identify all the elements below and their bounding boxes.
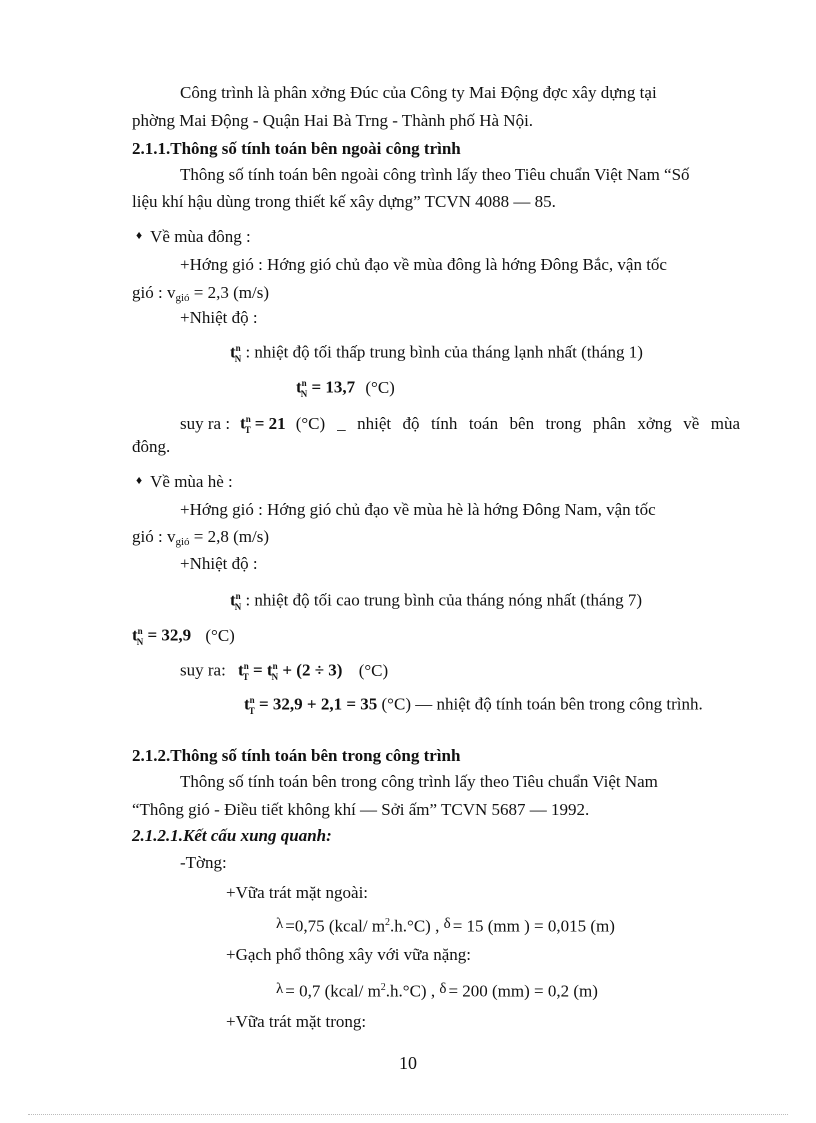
layer1-title: +Vữa trát mặt ngoài: [226, 883, 369, 902]
p212-line-2: “Thông gió - Điều tiết không khí — Sởi ấm” TCVN 5687 — 1992. [132, 800, 590, 819]
heading-2-1-2: 2.1.2.Thông số tính toán bên trong công trình [132, 746, 461, 765]
winter-wind-line-2 [132, 282, 269, 306]
wall-label: -Tờng: [180, 853, 227, 872]
winter-t-value-line [296, 372, 395, 405]
p212-line-1: Thông số tính toán bên trong công trình lấy theo Tiêu chuẩn Việt Nam [180, 772, 658, 791]
temp-symbol [230, 585, 241, 618]
t: t [230, 342, 236, 362]
p211-line-2: liệu khí hậu dùng trong thiết kế xây dựng” TCVN 4088 — 85. [132, 192, 556, 211]
text: Về mùa hè : [150, 472, 233, 491]
sup: n [301, 378, 307, 388]
text: = 15 (mm ) = 0,015 (m) [452, 916, 615, 936]
t: t [230, 590, 236, 610]
sup: n [137, 626, 143, 636]
text: : nhiệt độ tối thấp trung bình của tháng lạnh nhất (tháng 1) [245, 342, 643, 362]
sub: N [300, 389, 308, 400]
sup: n [249, 695, 255, 705]
temp-symbol [132, 620, 143, 653]
temp-symbol [238, 655, 249, 688]
text: Công trình là phân xởng Đúc của Công ty Mai Động đợc xây dựng tại [180, 83, 657, 102]
t: t [132, 625, 138, 645]
sub: T [242, 672, 249, 683]
text: =0,75 (kcal/ m [285, 916, 386, 936]
sup: n [245, 414, 251, 424]
summer-result-line [244, 689, 703, 722]
text: gió : v [132, 527, 176, 546]
winter-t-desc-line [230, 337, 643, 370]
winter-wind-line-1: +Hớng gió : Hớng gió chủ đạo về mùa đông là hớng Đông Bắc, vận tốc [180, 255, 667, 274]
temp-symbol [296, 372, 307, 405]
text: phờng Mai Động - Quận Hai Bà Trng - Thành phố Hà Nội. [132, 111, 534, 130]
sup: n [235, 343, 241, 353]
winter-title [136, 226, 251, 249]
text: _ nhiệt độ tính toán bên trong phân xởng về mùa [337, 413, 740, 433]
sup: n [235, 591, 241, 601]
heading-2-1-1: 2.1.1.Thông số tính toán bên ngoài công trình [132, 139, 461, 158]
delta-symbol: δ [439, 980, 447, 997]
summer-t-desc-line [230, 585, 642, 618]
intro-line-1 [180, 82, 740, 104]
summer-suyra-line [180, 655, 388, 688]
sup: n [272, 661, 278, 671]
temp-symbol [244, 689, 255, 722]
sub: T [248, 706, 255, 717]
sub: N [234, 354, 242, 365]
delta-symbol: δ [443, 915, 451, 932]
page-number: 10 [399, 1053, 417, 1073]
winter-temp-label: +Nhiệt độ : [180, 308, 258, 327]
layer3-title: +Vữa trát mặt trong: [226, 1012, 367, 1031]
text: : nhiệt độ tối cao trung bình của tháng nóng nhất (tháng 7) [245, 590, 643, 610]
temp-symbol [240, 408, 251, 441]
t: t [238, 660, 244, 680]
p211-line-1: Thông số tính toán bên ngoài công trình lấy theo Tiêu chuẩn Việt Nam “Số [180, 165, 690, 184]
winter-suyra-line [180, 408, 740, 441]
wind-subscript: gió [175, 292, 190, 304]
unit: (°C) [365, 377, 395, 397]
winter-suyra-line-2: đông. [132, 437, 171, 456]
diamond-bullet-icon: ♦ [136, 228, 143, 242]
text: = 0,7 (kcal/ m [285, 981, 381, 1001]
sub: N [234, 602, 242, 613]
summer-wind-line-1: +Hớng gió : Hớng gió chủ đạo về mùa hè là hớng Đông Nam, vận tốc [180, 500, 656, 519]
layer1-values [276, 912, 615, 939]
text: gió : v [132, 283, 176, 302]
temp-symbol [230, 337, 241, 370]
layer2-title: +Gạch phổ thông xây với vữa nặng: [226, 945, 471, 964]
text: = 200 (mm) = 0,2 (m) [448, 981, 598, 1001]
superscript: 2 [385, 917, 391, 928]
t: t [296, 377, 302, 397]
unit: (°C) [295, 413, 326, 433]
formula: = 32,9 + 2,1 = 35 [258, 694, 378, 714]
summer-t-value-line [132, 620, 235, 653]
text: .h.°C) , [390, 916, 440, 936]
text: (°C) — nhiệt độ tính toán bên trong công trình. [381, 694, 703, 714]
wind-subscript: gió [175, 536, 190, 548]
value: = 32,9 [147, 625, 192, 645]
sub: N [271, 672, 279, 683]
text: .h.°C) , [385, 981, 436, 1001]
intro-line-2 [132, 110, 533, 132]
text: suy ra : [180, 413, 231, 433]
sup: n [243, 661, 249, 671]
summer-title [136, 471, 233, 494]
unit: (°C) [205, 625, 235, 645]
sub: N [136, 637, 144, 648]
value: = 21 [254, 413, 286, 433]
temp-symbol-sup [273, 655, 279, 688]
layer2-values [276, 977, 598, 1004]
summer-wind-line-2 [132, 526, 269, 550]
text: Về mùa đông : [150, 227, 251, 246]
value: = 13,7 [311, 377, 356, 397]
sub: T [244, 425, 251, 436]
t: t [244, 694, 250, 714]
footer-dotted-rule [28, 1114, 788, 1115]
lambda-symbol: λ [276, 980, 284, 997]
text: = 2,8 (m/s) [189, 527, 269, 546]
summer-temp-label: +Nhiệt độ : [180, 554, 258, 573]
formula: = t [253, 660, 273, 680]
text: suy ra: [180, 660, 226, 680]
heading-2-1-2-1: 2.1.2.1.Kết cấu xung quanh: [132, 826, 332, 845]
formula-tail: + (2 ÷ 3) [282, 660, 343, 680]
t: t [240, 413, 246, 433]
lambda-symbol: λ [276, 915, 284, 932]
text: = 2,3 (m/s) [189, 283, 269, 302]
unit: (°C) [358, 660, 389, 680]
superscript: 2 [380, 982, 386, 993]
diamond-bullet-icon: ♦ [136, 473, 143, 487]
